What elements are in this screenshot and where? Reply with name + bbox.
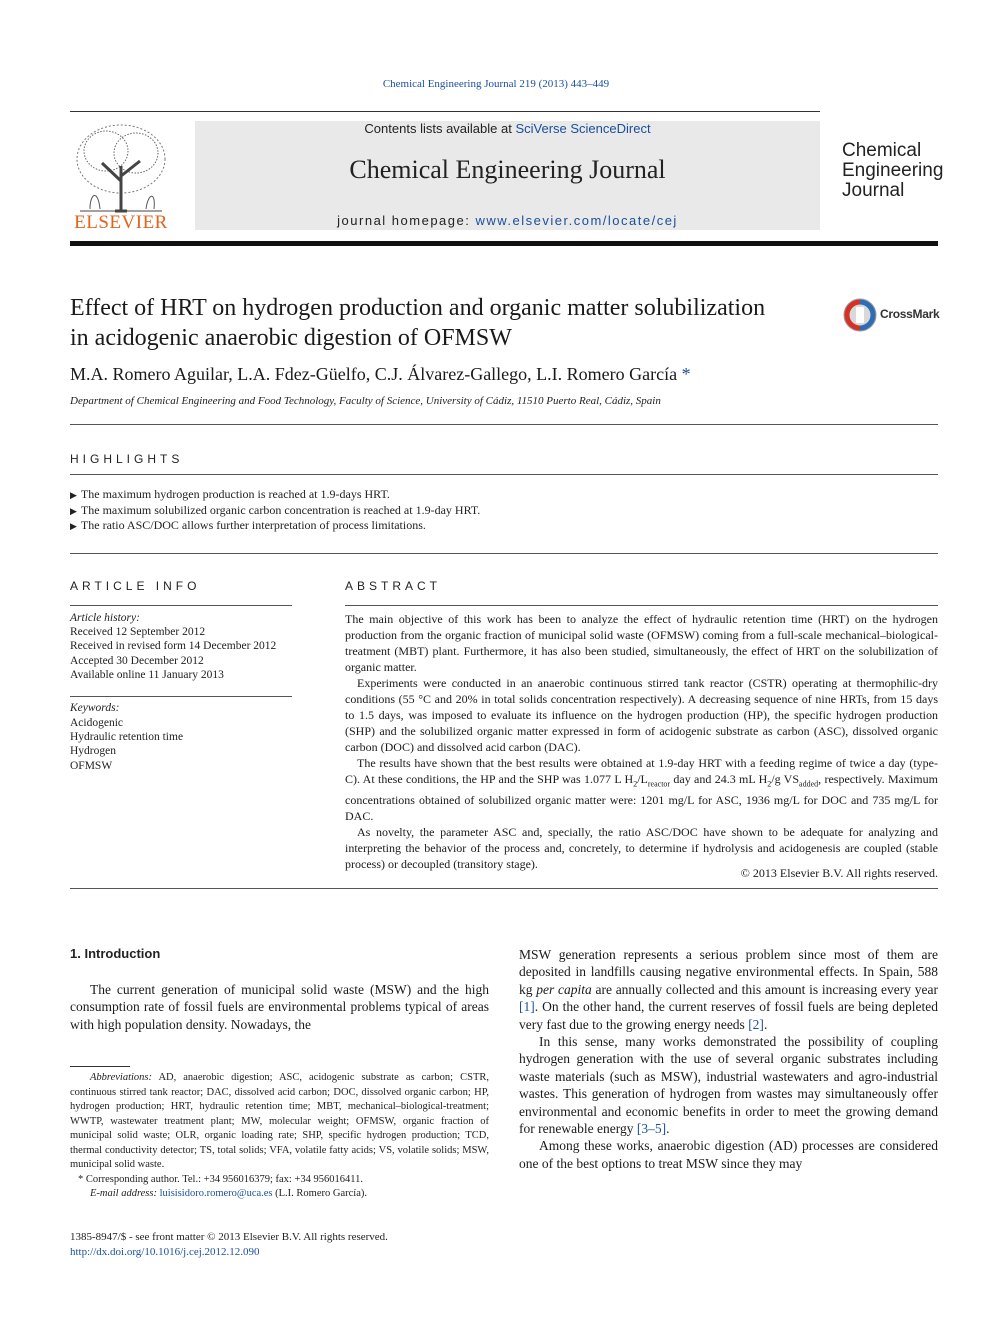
divider [70,888,938,889]
author-list [70,364,691,385]
contents-prefix: Contents lists available at [364,121,516,136]
cover-title-line: Engineering [842,160,944,181]
highlight-text: The ratio ASC/DOC allows further interpretation of process limitations. [80,518,426,532]
divider [70,696,292,697]
bullet-triangle-icon: ▶ [70,506,77,516]
divider [70,605,292,606]
highlight-item [70,503,480,518]
history-label: Article history: [70,612,140,624]
front-matter-info [70,1230,388,1259]
journal-name: Chemical Engineering Journal [349,155,666,184]
header-thick-rule [70,241,938,246]
bullet-triangle-icon: ▶ [70,521,77,531]
highlight-item [70,518,426,533]
footnote-rule [70,1066,130,1067]
header-rule [70,111,820,112]
abstract-body [345,611,938,872]
highlight-item [70,487,390,502]
reference-link[interactable]: [2] [748,1016,764,1032]
bullet-triangle-icon: ▶ [70,490,77,500]
journal-cover-title [842,141,952,201]
abstract-paragraph: The results have shown that the best results were obtained at 1.9-day HRT with a feeding regime of twice a day (type-C). At these conditions, the HP and the SHP was 1.077 L $H_2/L_{reactor}$ day and 24.3 mL $H_2/g$ $VS_{added}$, respectively. Maximum concentrations obtained of solubilized organic matter were: 1201 mg/L for ASC, 1936 mg/L for DOC and 735 mg/L for DAC. [345,756,938,824]
journal-citation[interactable]: Chemical Engineering Journal 219 (2013) 443–449 [382,78,610,90]
divider [70,424,938,425]
keyword: Hydrogen [70,745,116,757]
highlights-heading: HIGHLIGHTS [70,452,184,466]
divider [345,605,938,606]
title-line: Effect of HRT on hydrogen production and organic matter solubilization [70,295,766,321]
intro-paragraph: In this sense, many works demonstrated the possibility of coupling hydrogen generation with the use of several organic substrates including waste materials (such as MSW), industrial wastewaters and agro-industrial wastes. This generation of hydrogen from wastes may simultaneously offer environmental and economic benefits in order to meet the growing demand for renewable energy [3–5]. [519,1034,938,1137]
journal-homepage [195,213,820,228]
intro-paragraph: MSW generation represents a serious problem since most of them are deposited in landfills causing negative environmental effects. In Spain, 588 kg per capita are annually collected and this amount is increasing every year [1]. On the other hand, the current reserves of fossil fuels are being depleted very fast due to the growing energy needs [2]. [519,947,938,1032]
email-footnote: E-mail address: luisisidoro.romero@uca.es (L.I. Romero García). [90,1188,367,1199]
intro-right-column [519,946,938,1172]
abstract-paragraph: The main objective of this work has been to analyze the effect of hydraulic retention time (HRT) on the hydrogen production from the organic fraction of municipal solid waste (OFMSW) coming from a full-scale mechanical–biological-treatment (MBT) plant. Furthermore, it has also been studied, simultaneously, the effect of HRT on the solubilization of organic matter. [345,612,938,674]
copyright-notice: © 2013 Elsevier B.V. All rights reserved. [740,866,938,880]
keywords-label: Keywords: [70,702,120,714]
abbreviations-footnote: Abbreviations: AD, anaerobic digestion; ASC, acidogenic substrate as carbon; CSTR, continuous stirred tank reactor; DAC, dissolved acid carbon; DOC, dissolved organic carbon; HP, hydrogen production; HRT, hydraulic retention time; MBT, mechanical–biological-treatment; WWTP, wastewater treatment plant; MW, molecular weight; OFMSW, organic fraction of municipal solid waste; OLR, organic loading rate; SHP, specific hydrogen production; TCD, thermal conductivity detector; TS, total solids; VFA, volatile fatty acids; VS, volatile solids; MSW, municipal solid waste. [70,1072,489,1170]
divider [70,474,938,475]
highlight-text: The maximum hydrogen production is reached at 1.9-days HRT. [80,487,390,501]
history-item: Available online 11 January 2013 [70,669,224,681]
sciencedirect-link[interactable]: SciVerse ScienceDirect [515,121,651,136]
intro-left-column [70,981,489,1033]
reference-link[interactable]: [3–5] [636,1121,667,1137]
email-link[interactable]: luisisidoro.romero@uca.es [159,1188,273,1199]
footnotes [70,1071,489,1202]
title-line: in acidogenic anaerobic digestion of OFMSW [70,325,512,351]
keyword: Acidogenic [70,717,124,729]
abstract-heading: ABSTRACT [345,579,442,593]
article-title [70,293,830,353]
affiliation: Department of Chemical Engineering and Food Technology, Faculty of Science, University of Cádiz, 11510 Puerto Real, Cádiz, Spain [70,395,661,407]
intro-paragraph: Among these works, anaerobic digestion (AD) processes are considered one of the best options to treat MSW since they may [519,1138,938,1171]
homepage-prefix: journal homepage: [337,213,476,228]
keyword: Hydraulic retention time [70,731,184,743]
abstract-paragraph: As novelty, the parameter ASC and, specially, the ratio ASC/DOC have shown to be adequate for analyzing and interpreting the behavior of the process and, concretely, to determine if hydrolysis and acidogenesis are coupled (stable process) or decoupled (transitory stage). [345,825,938,872]
doi-link[interactable]: http://dx.doi.org/10.1016/j.cej.2012.12.090 [70,1245,260,1258]
section-heading-introduction: 1. Introduction [70,946,161,961]
corresponding-author-mark[interactable]: * [681,364,691,384]
elsevier-wordmark: ELSEVIER [74,212,168,233]
contents-line [195,121,820,136]
corresponding-footnote: * Corresponding author. Tel.: +34 956016379; fax: +34 956016411. [78,1173,363,1185]
history-item: Received in revised form 14 December 2012 [70,640,277,652]
keyword: OFMSW [70,760,113,772]
issn-line: 1385-8947/$ - see front matter © 2013 Elsevier B.V. All rights reserved. [70,1231,388,1243]
crossmark-icon[interactable] [843,298,877,332]
cover-title-line: Chemical [842,140,922,161]
divider [70,553,938,554]
authors-text: M.A. Romero Aguilar, L.A. Fdez-Güelfo, C.J. Álvarez-Gallego, L.I. Romero García [70,364,678,384]
cover-title-line: Journal [842,180,905,201]
crossmark-label[interactable]: CrossMark [880,307,940,321]
highlight-text: The maximum solubilized organic carbon concentration is reached at 1.9-day HRT. [80,503,481,517]
reference-link[interactable]: [1] [519,999,535,1015]
homepage-link[interactable]: www.elsevier.com/locate/cej [475,213,678,228]
abstract-paragraph: Experiments were conducted in an anaerobic continuous stirred tank reactor (CSTR) operating at thermophilic-dry conditions (55 °C and 20% in total solids concentration respectively). A decreasing sequence of nine HRTs, from 15 days to 1.5 days, was imposed to evaluate its influence on the hydrogen production (HP), the specific hydrogen production (SHP) and the solubilized organic matter expressed in form of acidogenic substrate as carbon (ASC), dissolved organic carbon (DOC) and dissolved acid carbon (DAC). [345,676,938,754]
history-item: Accepted 30 December 2012 [70,655,204,667]
article-info-heading: ARTICLE INFO [70,579,201,593]
history-item: Received 12 September 2012 [70,626,206,638]
intro-paragraph: The current generation of municipal solid waste (MSW) and the high consumption rate of fossil fuels are environmental problems typical of areas with high population density. Nowadays, the [70,982,489,1032]
